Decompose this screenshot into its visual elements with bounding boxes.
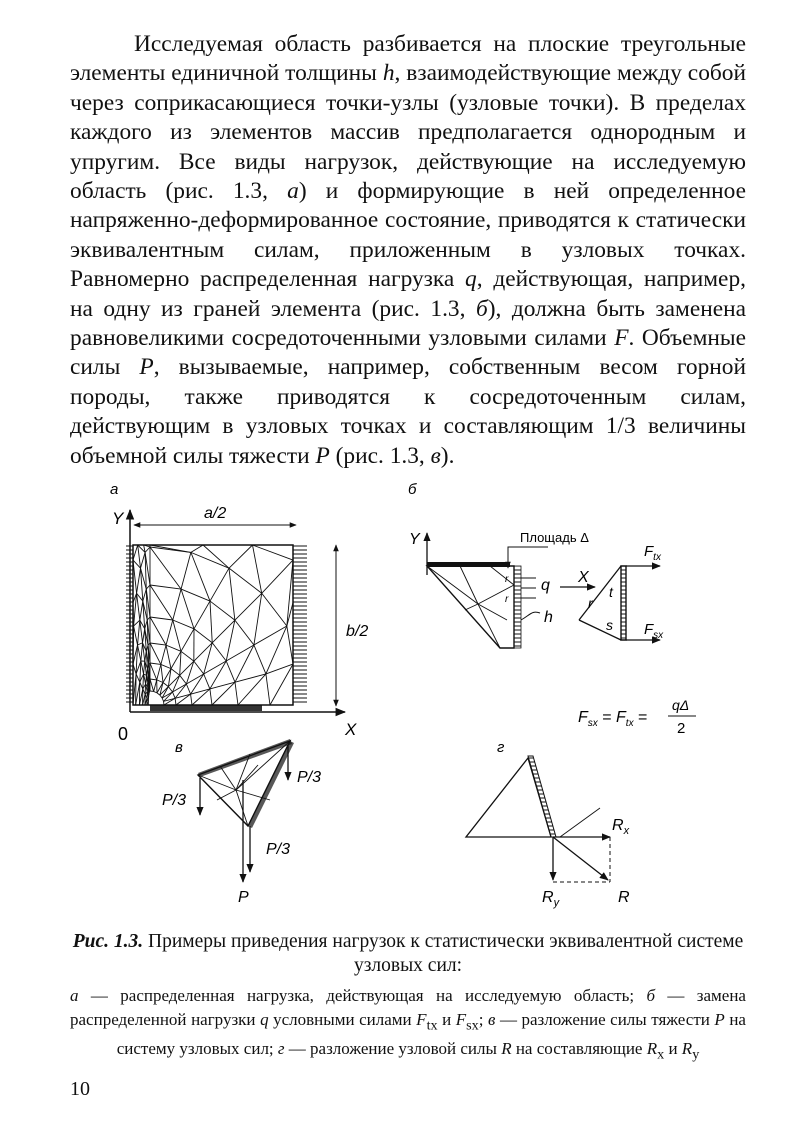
r-label-3: r bbox=[588, 595, 593, 611]
mesh-edge bbox=[175, 698, 176, 705]
panel-a bbox=[110, 481, 368, 744]
mesh-edge bbox=[204, 674, 210, 689]
mesh-edge bbox=[163, 682, 168, 686]
mesh-edge bbox=[226, 620, 235, 661]
mesh-edge bbox=[212, 620, 235, 643]
t-label: t bbox=[609, 584, 613, 600]
mesh-edge bbox=[173, 692, 176, 698]
element-edge-bottom bbox=[579, 620, 621, 640]
mesh-edge bbox=[210, 568, 229, 601]
mesh-edge bbox=[150, 663, 157, 680]
text: , действующая, например, на одну из граней элемента (рис. 1.3, bbox=[70, 266, 746, 322]
area-label: Площадь Δ bbox=[520, 530, 589, 545]
mesh-edge bbox=[266, 626, 287, 674]
mesh-edge bbox=[173, 620, 194, 629]
triangle-element bbox=[466, 758, 551, 837]
svg-text:Fsx = Ftx =: $F_{sx} = F_{tx}$ = bbox=[578, 709, 648, 729]
text: ) и формирующие в ней определенное напряженно-деформированное состояние, приводятся к статически эквивалентным силам, приложенным в узловых точках. Равномерно распределенная нагрузка bbox=[70, 178, 747, 293]
text: . Объемные силы bbox=[70, 325, 746, 381]
figure-caption-legend: а — распределенная нагрузка, действующая на исследуемую область; б — замена распределенной нагрузки q условными силами $F_{tx}$ и $F_{sx}$; в — разложение силы тяжести P на систему узловых сил; г — разложение узловой силы R на составляющие $R_x$ и $R_y$ bbox=[70, 986, 746, 1063]
mesh-edge bbox=[254, 593, 262, 645]
caption-label: Рис. 1.3. bbox=[72, 931, 144, 952]
mesh-edge bbox=[140, 682, 143, 689]
r-label-1: r bbox=[505, 574, 509, 585]
mesh-edge bbox=[180, 675, 187, 684]
mesh-edge bbox=[235, 593, 262, 620]
mesh-edge bbox=[141, 661, 144, 674]
figure-caption-title bbox=[70, 930, 746, 978]
q-label: q bbox=[541, 577, 550, 594]
mesh-edge bbox=[150, 663, 161, 664]
s-label: s bbox=[606, 617, 613, 633]
caption-text: Примеры приведения нагрузок к статистически эквивалентной системе узловых сил: bbox=[143, 931, 744, 976]
mesh-edge bbox=[210, 689, 212, 705]
mesh-edge bbox=[150, 643, 166, 645]
mesh-edge bbox=[210, 601, 235, 620]
mesh-edge bbox=[270, 664, 293, 705]
mesh-edge bbox=[136, 674, 140, 682]
r-label: R bbox=[618, 889, 630, 906]
mesh-edge bbox=[145, 547, 150, 552]
panel-v-label: в bbox=[175, 739, 183, 756]
mesh-edge bbox=[150, 643, 161, 664]
f-tx-label: $F_{tx}$ bbox=[644, 543, 661, 563]
mesh-edge bbox=[161, 664, 171, 668]
mesh-edge bbox=[210, 601, 212, 643]
right-face-hatch bbox=[514, 566, 521, 648]
page-number: 10 bbox=[70, 1078, 90, 1100]
ry-label: $R_y$ bbox=[542, 889, 560, 909]
mesh-edge bbox=[146, 585, 150, 589]
mesh-edge bbox=[181, 629, 194, 652]
x-axis-label: X bbox=[345, 720, 357, 739]
mesh-edge bbox=[253, 545, 262, 593]
mesh-edge bbox=[171, 669, 180, 676]
origin-label: 0 bbox=[118, 724, 129, 744]
y-axis-label: Y bbox=[409, 531, 420, 548]
var-q: q bbox=[465, 266, 477, 293]
text: (рис. 1.3, bbox=[329, 442, 431, 469]
mesh-edge bbox=[191, 552, 210, 601]
mesh-edge bbox=[150, 585, 181, 589]
svg-text:qΔ: qΔ bbox=[672, 697, 690, 713]
mesh-edge bbox=[238, 674, 266, 705]
mesh-edge bbox=[212, 643, 226, 661]
mesh-edge bbox=[134, 620, 140, 626]
panel-g bbox=[466, 739, 630, 909]
mesh-edge bbox=[162, 698, 163, 701]
svg-text:2: 2 bbox=[677, 720, 686, 737]
mesh-edge bbox=[235, 674, 266, 682]
mesh-edge bbox=[143, 629, 145, 643]
mesh-edge bbox=[160, 695, 162, 698]
var-P: P bbox=[139, 354, 154, 381]
mesh-edge bbox=[254, 645, 266, 674]
fe-mesh bbox=[133, 545, 293, 705]
width-label: a/2 bbox=[204, 505, 227, 522]
text: ). bbox=[440, 442, 455, 469]
mesh-edge bbox=[171, 651, 181, 668]
mesh-edge bbox=[168, 687, 172, 692]
panel-g-label: г bbox=[497, 739, 505, 756]
mesh-edge bbox=[150, 545, 191, 552]
mesh-edge bbox=[150, 547, 181, 589]
equation bbox=[578, 697, 696, 737]
mesh-edge bbox=[161, 645, 166, 664]
mesh-edge bbox=[145, 620, 148, 629]
mesh-edge bbox=[166, 620, 173, 645]
mesh-edge bbox=[143, 589, 146, 601]
mesh-edge bbox=[181, 589, 194, 629]
right-load-hatch bbox=[293, 545, 307, 705]
mesh-edge bbox=[144, 661, 145, 674]
p3-right-label: P/3 bbox=[297, 769, 322, 786]
mesh-edge bbox=[229, 568, 235, 620]
var-h: h bbox=[382, 60, 395, 87]
mesh-edge bbox=[194, 661, 204, 674]
mesh-edge bbox=[137, 568, 141, 593]
x-axis-label: X bbox=[578, 569, 589, 586]
mesh-edge bbox=[157, 680, 163, 683]
var-F: F bbox=[614, 325, 629, 352]
panel-b bbox=[408, 481, 696, 737]
mesh-edge bbox=[140, 601, 143, 620]
mesh-edge bbox=[166, 645, 171, 669]
mesh-edge bbox=[141, 643, 143, 661]
mesh-edge bbox=[226, 661, 235, 682]
mesh-edge bbox=[150, 679, 157, 680]
mesh-edge bbox=[181, 552, 191, 589]
text: Исследуемая область разбивается на плоские треугольные элементы единичной толщины bbox=[70, 31, 746, 87]
mesh-edge bbox=[235, 620, 254, 645]
mesh-edge bbox=[229, 568, 262, 593]
panel-b-label: б bbox=[408, 481, 417, 498]
ref-b: б bbox=[475, 295, 488, 322]
var-P: P bbox=[315, 442, 330, 469]
mesh-edge bbox=[154, 691, 157, 692]
mesh-edge bbox=[180, 651, 181, 675]
mesh-edge bbox=[253, 545, 294, 560]
mesh-edge bbox=[173, 589, 181, 620]
mesh-edge bbox=[138, 645, 141, 661]
mesh-edge bbox=[203, 545, 229, 568]
height-label: b/2 bbox=[346, 623, 369, 640]
panel-v bbox=[162, 739, 321, 906]
mesh-edge bbox=[134, 626, 138, 645]
mesh-edge bbox=[157, 693, 160, 695]
mesh-edge bbox=[173, 620, 181, 651]
mesh-edge bbox=[266, 674, 270, 705]
element-face bbox=[621, 566, 626, 640]
p3-bottom-label: P/3 bbox=[266, 841, 291, 858]
mesh-edge bbox=[150, 679, 154, 691]
area-leader bbox=[508, 547, 548, 568]
mesh-edge bbox=[150, 617, 173, 620]
mesh-edge bbox=[229, 545, 253, 568]
y-axis-label: Y bbox=[112, 509, 124, 528]
text: , вызываемые, например, собственным весом горной породы, также приводятся к сосредоточенным силам, действующим в узловых точках и составляющим 1/3 величины объемной силы тяжести bbox=[70, 354, 746, 469]
panel-a-label: а bbox=[110, 481, 119, 498]
figure-1-3 bbox=[0, 470, 809, 925]
mesh-edge bbox=[138, 545, 141, 568]
mesh-edge bbox=[262, 560, 293, 593]
mesh-edge bbox=[154, 680, 157, 692]
mesh-edge bbox=[150, 585, 173, 620]
r-arrow bbox=[553, 837, 608, 880]
mesh-edge bbox=[186, 684, 190, 694]
mesh-edge bbox=[157, 664, 161, 679]
mesh-edge bbox=[138, 620, 140, 645]
left-support-hatch bbox=[126, 545, 133, 705]
mesh-edge bbox=[141, 552, 146, 568]
mesh-edge bbox=[254, 626, 287, 645]
f-sx-label: $F_{sx}$ bbox=[644, 621, 664, 641]
mesh-edge bbox=[191, 545, 203, 552]
mesh-edge bbox=[287, 560, 293, 626]
mesh-edge bbox=[194, 629, 212, 643]
mesh-edge bbox=[194, 601, 210, 629]
rx-label: $R_x$ bbox=[612, 817, 630, 837]
p3-left-label: P/3 bbox=[162, 792, 187, 809]
mesh-edge bbox=[150, 617, 166, 645]
text: ), должна быть заменена равновеликими сосредоточенными узловыми силами bbox=[70, 295, 747, 352]
mesh-edge bbox=[181, 651, 194, 661]
mesh-edge bbox=[287, 626, 293, 664]
mesh-edge bbox=[166, 645, 181, 651]
mesh-edge bbox=[262, 593, 287, 626]
ref-v: в bbox=[430, 442, 441, 469]
body-paragraph bbox=[70, 30, 746, 471]
bottom-support bbox=[150, 705, 262, 711]
text: , взаимодействующие между собой через соприкасающиеся точки-узлы (узловые точки). В пределах каждого из элементов массив предполагается однородным и упругим. Все виды нагрузок, действующие на исследуемую область (рис. 1.3, bbox=[70, 60, 747, 205]
mesh-edge bbox=[138, 643, 143, 645]
r-label-2: r bbox=[505, 594, 509, 605]
mesh-edge bbox=[191, 694, 192, 705]
top-hatch bbox=[427, 562, 510, 567]
ref-a: а bbox=[287, 178, 299, 205]
mesh-edge bbox=[235, 682, 238, 705]
h-label: h bbox=[544, 609, 553, 626]
p-label: P bbox=[238, 889, 249, 906]
mesh-edge bbox=[161, 664, 163, 682]
